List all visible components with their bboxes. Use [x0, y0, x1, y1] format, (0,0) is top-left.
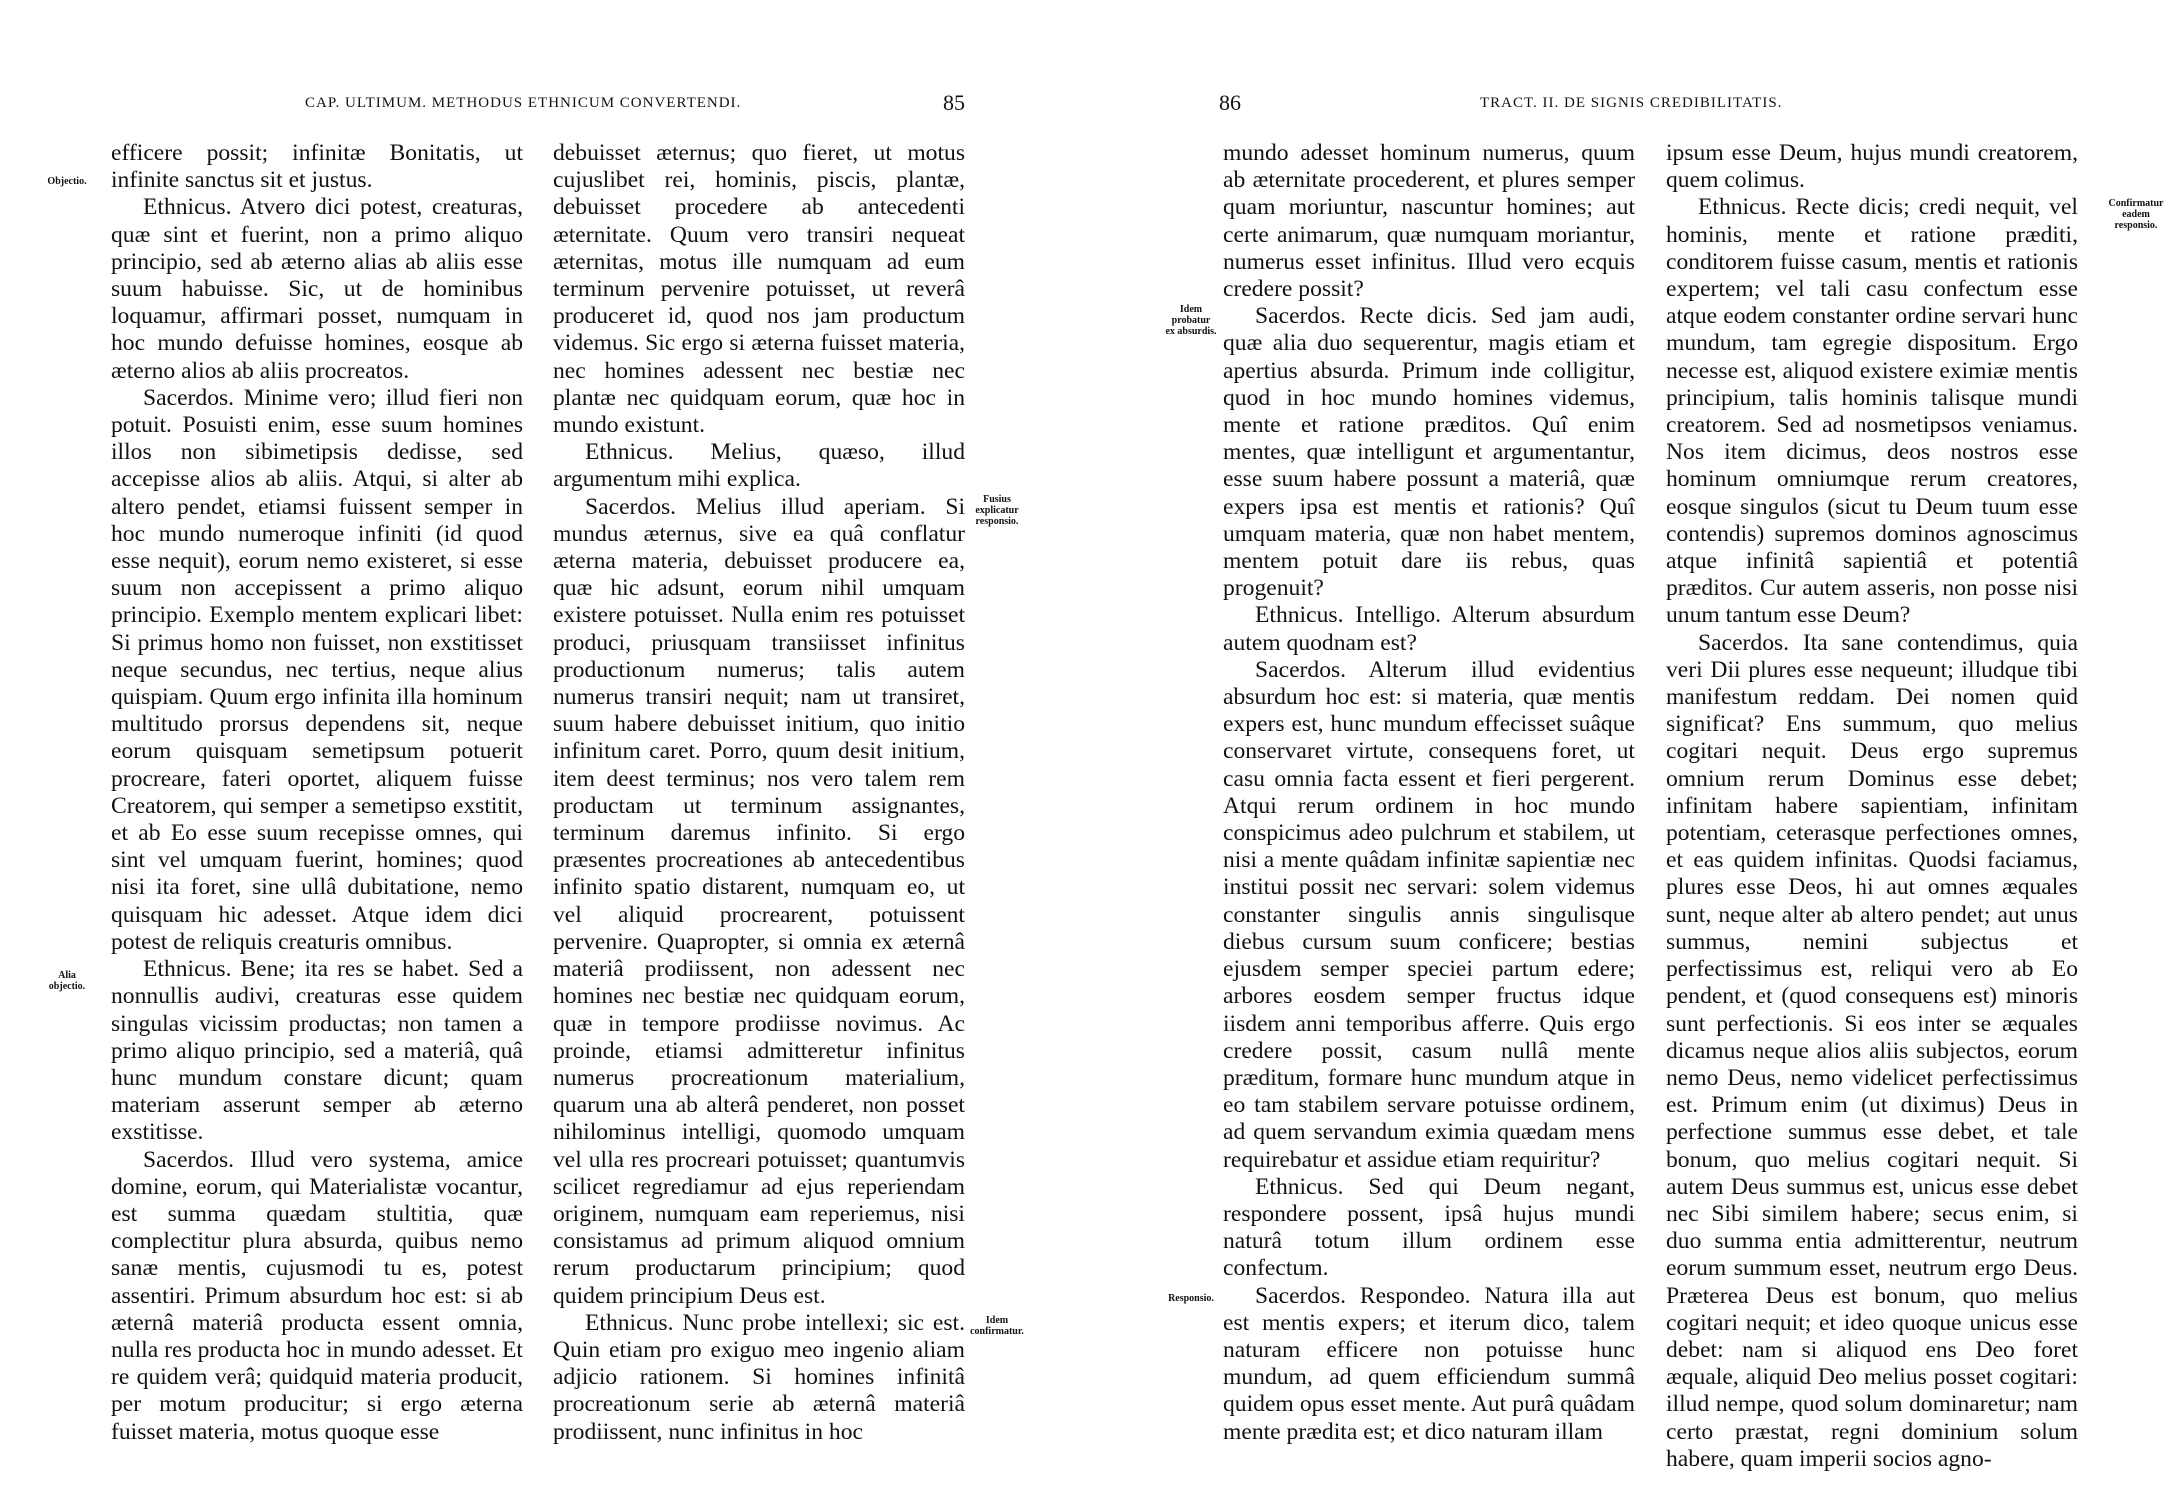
- paragraph: debuisset æternus; quo fieret, ut motus cujuslibet rei, hominis, piscis, plantæ, debuisset procedere ab antecedenti æternitate. Quum vero transiri nequeat æternitas, motus ille numquam ad eum terminum pervenire potuisset, ut reverâ produceret id, quod nos jam productum videmus. Sic ergo si æterna fuisset materia, nec homines adessent nec bestiæ nec plantæ nec quidquam eorum, quæ hoc in mundo existunt.: [553, 140, 965, 439]
- text-column: [1666, 140, 2078, 1473]
- running-head: TRACT. II. DE SIGNIS CREDIBILITATIS.: [1480, 95, 1783, 111]
- margin-note: Fusius explicatur responsio.: [975, 494, 1019, 527]
- paragraph: Sacerdos. Minime vero; illud fieri non potuit. Posuisti enim, esse suum homines illos non sibimetipsis dedisse, sed accepisse alios ab aliis. Atqui, si alter ab altero pendet, etiamsi fuissent semper in hoc mundo numeroque infiniti (id quod esse nequit), eorum nemo existeret, si esse suum non accepissent a primo aliquo principio. Exemplo mentem explicari libet: Si primus homo non fuisset, non exstitisset neque secundus, nec tertius, neque alius quispiam. Quum ergo infinita illa hominum multitudo prorsus dependens sit, neque eorum quisquam semetipsum potuerit procreare, fateri oportet, aliquem fuisse Creatorem, qui semper a semetipso exstitit, et ab Eo esse suum recepisse omnes, qui sint vel umquam fuerint, homines; quod nisi ita foret, sine ullâ dubitatione, nemo quisquam hic adesset. Atque idem dici potest de reliquis creaturis omnibus.: [111, 384, 523, 955]
- margin-note: Confirmatur eadem responsio.: [2108, 198, 2164, 231]
- margin-note: Alia objectio.: [48, 970, 86, 992]
- page-number: 85: [943, 90, 965, 115]
- paragraph: ipsum esse Deum, hujus mundi creatorem, quem colimus.: [1666, 140, 2078, 194]
- paragraph: Ethnicus. Bene; ita res se habet. Sed a nonnullis audivi, creaturas esse quidem singulas vicissim productas; non tamen a primo aliquo principio, sed a materiâ, quâ hunc mundum constare dicunt; quam materiam asserunt semper ab æterno exstitisse.: [111, 956, 523, 1146]
- paragraph: Sacerdos. Ita sane contendimus, quia veri Dii plures esse nequeunt; illudque tibi manifestum reddam. Dei nomen quid significat? Ens summum, quo melius cogitari nequit. Deus ergo supremus omnium rerum Dominus esse debet; infinitam habere sapientiam, infinitam potentiam, ceterasque perfectiones omnes, et eas quidem infinitas. Quodsi faciamus, plures esse Deos, hi aut omnes æquales sunt, neque alter ab altero pendet; aut unus summus, nemini subjectus et perfectissimus est, reliqui vero ab Eo pendent, et (quod consequens est) minoris sunt perfectionis. Si eos inter se æquales dicamus neque alios aliis subjectos, eorum nemo Deus, nemo videlicet perfectissimus est. Primum enim (ut diximus) Deus in perfectione summus esse debet, et tale bonum, quo melius cogitari nequit. Si autem Deus summus est, unicus esse debet nec Sibi similem habere; secus enim, si duo summa entia admitterentur, neutrum eorum summum esset, neutrum ergo Deus. Præterea Deus est bonum, quo melius cogitari nequit; et ideo quoque unicus esse debet: nam si aliquod ens Deo foret æquale, aliquid Deo melius posset cogitari: illud nempe, quod solum dominaretur; nam certo præstat, regni dominium solum habere, quam imperii socios agno-: [1666, 629, 2078, 1472]
- paragraph: efficere possit; infinitæ Bonitatis, ut infinite sanctus sit et justus.: [111, 140, 523, 194]
- text-column: [1223, 140, 1635, 1446]
- text-column: [111, 140, 523, 1446]
- margin-note: Idem confirmatur.: [970, 1315, 1024, 1337]
- paragraph: Ethnicus. Nunc probe intellexi; sic est. Quin etiam pro exiguo meo ingenio aliam adjicio rationem. Si homines infinitâ procreationum serie ab æternâ materiâ prodiissent, nunc infinitus in hoc: [553, 1309, 965, 1445]
- paragraph: mundo adesset hominum numerus, quum ab æternitate procederent, et plures semper quam moriuntur, nascuntur homines; aut certe animarum, quæ numquam moriantur, numerus esset infinitus. Illud vero ecquis credere possit?: [1223, 140, 1635, 303]
- running-head: CAP. ULTIMUM. METHODUS ETHNICUM CONVERTENDI.: [305, 95, 742, 111]
- paragraph: Sacerdos. Melius illud aperiam. Si mundus æternus, sive ea quâ conflatur æterna materia, debuisset producere ea, quæ hic adsunt, eorum nihil umquam existere potuisset. Nulla enim res potuisset produci, priusquam transiisset infinitus productionum numerus; talis autem numerus transiri nequit; nam ut transiret, suum habere debuisset initium, quo initio infinitum caret. Porro, quum desit initium, item deest terminus; nos vero talem rem productam ut terminum assignantes, terminum daremus infinito. Si ergo præsentes procreationes ab antecedentibus infinito spatio distarent, numquam eo, ut vel aliquid procrearent, potuissent pervenire. Quapropter, si omnia ex æternâ materiâ prodiissent, non adessent nec homines nec bestiæ nec quidquam eorum, quæ in tempore prodiisse novimus. Ac proinde, etiamsi admitteretur infinitus numerus procreationum materialium, quarum una ab alterâ penderet, non posset nihilominus intelligi, quomodo umquam vel ulla res procreari potuisset; quantumvis scilicet regrediamur ad ejus reperiendam originem, numquam eam reperiemus, nisi consistamus ad primum aliquod omnium rerum productarum principium; quod quidem principium Deus est.: [553, 493, 965, 1309]
- paragraph: Ethnicus. Melius, quæso, illud argumentum mihi explica.: [553, 439, 965, 493]
- margin-note: Objectio.: [47, 176, 87, 187]
- paragraph: Sacerdos. Alterum illud evidentius absurdum hoc est: si materia, quæ mentis expers est, hunc mundum effecisset suâque conservaret virtute, consequens foret, ut casu omnia facta essent et fieri pergerent. Atqui rerum ordinem in hoc mundo conspicimus adeo pulchrum et stabilem, ut nisi a mente quâdam infinitæ sapientiæ nec institui possit nec servari: solem videmus constanter singulis annis singulisque diebus cursum suum conficere; bestias ejusdem semper speciei partum edere; arbores eosdem semper fructus idque iisdem anni temporibus afferre. Quis ergo credere possit, casum nullâ mente præditum, formare hunc mundum atque in eo tam stabilem servare potuisse ordinem, ad quem servandum eximia quædam mens requirebatur et assidue etiam requiritur?: [1223, 656, 1635, 1173]
- paragraph: Sacerdos. Recte dicis. Sed jam audi, quæ alia duo sequerentur, magis etiam et apertius absurda. Primum inde colligitur, quod in hoc mundo homines videmus, mente et ratione præditos. Quî enim mentes, quæ intelligunt et argumentantur, esse suum habere possunt a materiâ, quæ expers ipsa est mentis et rationis? Quî umquam materia, quæ non habet mentem, mentem potuit dare iis rebus, quas progenuit?: [1223, 303, 1635, 602]
- page-number: 86: [1219, 90, 1241, 115]
- paragraph: Ethnicus. Atvero dici potest, creaturas, quæ sint et fuerint, non a primo aliquo principio, sed ab æterno alias ab aliis esse suum habuisse. Sic, ut de hominibus loquamur, affirmari posset, numquam in hoc mundo defuisse homines, eosque ab æterno alios ab aliis procreatos.: [111, 194, 523, 384]
- margin-note: Responsio.: [1168, 1293, 1214, 1304]
- paragraph: Ethnicus. Intelligo. Alterum absurdum autem quodnam est?: [1223, 602, 1635, 656]
- paragraph: Sacerdos. Illud vero systema, amice domine, eorum, qui Materialistæ vocantur, est summa quædam stultitia, quæ complectitur plura absurda, quibus nemo sanæ mentis, cujusmodi tu es, potest assentiri. Primum absurdum hoc est: si ab æternâ materiâ producta essent omnia, nulla res producta hoc in mundo adesset. Et re quidem verâ; quidquid materia producit, per motum producitur; si ergo æterna fuisset materia, motus quoque esse: [111, 1146, 523, 1445]
- paragraph: Ethnicus. Sed qui Deum negant, respondere possent, ipsâ hujus mundi naturâ totum illum ordinem esse confectum.: [1223, 1173, 1635, 1282]
- text-column: [553, 140, 965, 1446]
- paragraph: Ethnicus. Recte dicis; credi nequit, vel hominis, mente et ratione præditi, conditorem fuisse casum, mentis et rationis expertem; vel tali casu confectum esse atque eodem constanter ordine servari hunc mundum, tam egregie dispositum. Ergo necesse est, aliquod existere eximiæ mentis principium, talis hominis talisque mundi creatorem. Sed ad nosmetipsos veniamus. Nos item dicimus, deos nostros esse hominum omniumque rerum creatores, eosque singulos (sicut tu Deum tuum esse contendis) supremos dominos agnoscimus atque infinitâ sapientiâ et potentiâ præditos. Cur autem asseris, non posse nisi unum tantum esse Deum?: [1666, 194, 2078, 629]
- right-page: [1091, 0, 2182, 1500]
- paragraph: Sacerdos. Respondeo. Natura illa aut est mentis expers; et iterum dico, talem naturam efficere non potuisse hunc mundum, ad quem efficiendum summâ quidem opus esset mente. Aut purâ quâdam mente prædita est; et dico naturam illam: [1223, 1282, 1635, 1445]
- margin-note: Idem probatur ex absurdis.: [1165, 304, 1217, 337]
